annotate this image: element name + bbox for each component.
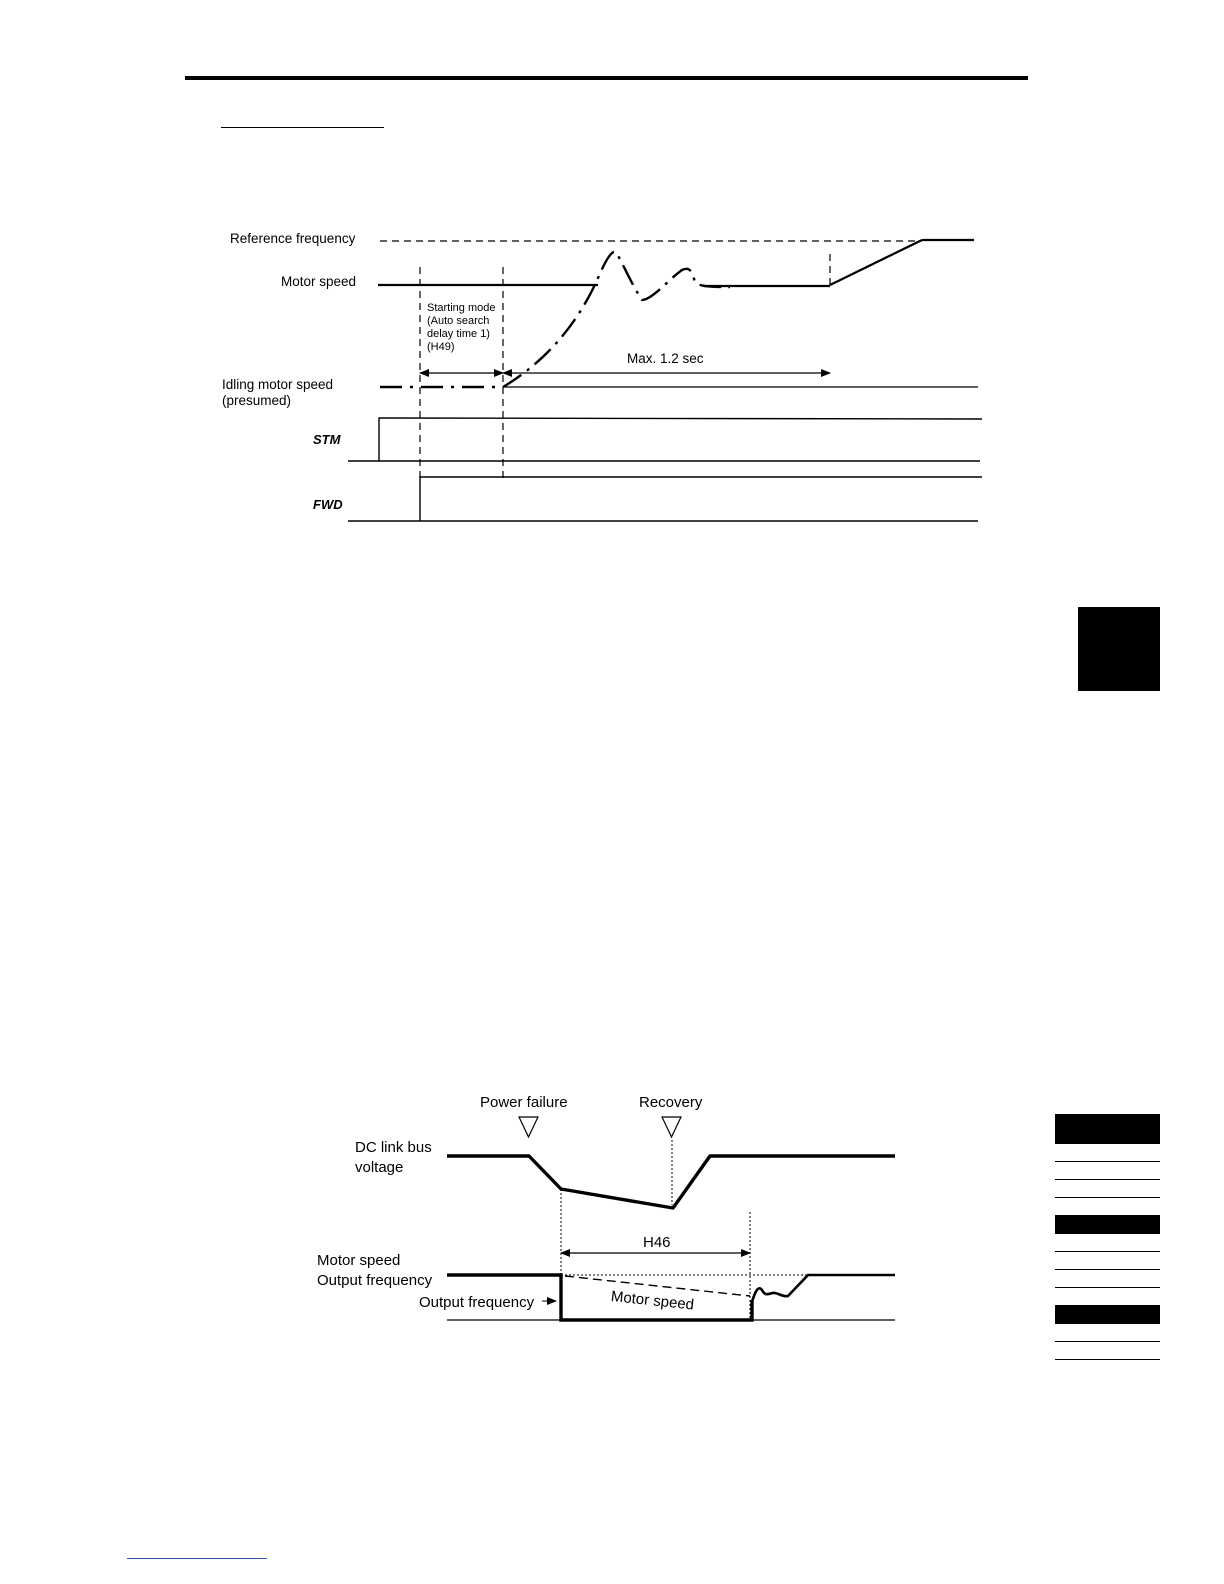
fwd-label: FWD	[313, 497, 343, 512]
power-failure-marker	[519, 1117, 538, 1137]
stm-label: STM	[313, 432, 341, 447]
idling-motor-speed-label: Idling motor speed	[222, 377, 334, 392]
recovery-label: Recovery	[639, 1094, 703, 1111]
presumed-label: (presumed)	[222, 393, 292, 408]
motor-speed-label: Motor speed	[281, 274, 357, 289]
h46-label: H46	[643, 1234, 671, 1251]
power-failure-label: Power failure	[480, 1094, 568, 1111]
reference-frequency-label: Reference frequency	[230, 231, 356, 246]
dc-link-bus-label: DC link bus	[355, 1139, 432, 1156]
dc-link-bus-voltage-curve	[447, 1156, 895, 1208]
motor-speed-label: Motor speed	[317, 1252, 401, 1269]
max-time-label: Max. 1.2 sec	[627, 351, 704, 366]
recovery-marker	[662, 1117, 681, 1137]
voltage-label: voltage	[355, 1159, 404, 1176]
output-frequency-label: Output frequency	[317, 1272, 433, 1289]
output-frequency-pointer-label: Output frequency	[419, 1294, 535, 1311]
motor-speed-curve-label: Motor speed	[610, 1287, 695, 1314]
starting-mode-label: Starting mode (Auto search delay time 1) (H49)	[427, 302, 496, 353]
motor-speed-recovery-curve	[752, 1275, 895, 1302]
